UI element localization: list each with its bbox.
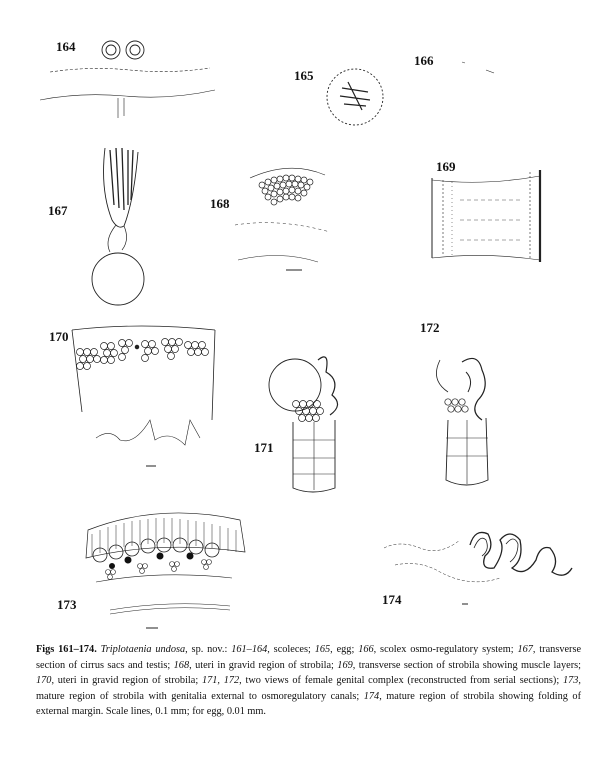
fig-166-drawing <box>462 62 494 73</box>
caption-text-uteri-1: , uteri in gravid region of strobila; <box>189 659 334 671</box>
caption-species: Triplotaenia undosa <box>100 644 186 655</box>
caption-text-cirrus: , transverse section of cirrus sacs and testis; <box>36 644 582 671</box>
caption-text-osmoregulatory: , scolex osmo-regulatory system; <box>373 644 514 655</box>
fig-165-drawing <box>327 69 383 125</box>
fig-167-drawing <box>92 148 144 305</box>
caption-ref-170: 170 <box>36 675 52 687</box>
fig-label-167: 167 <box>48 203 68 218</box>
caption-text-mature-1: , mature region of strobila with genitalia external to osmoregulatory canals; <box>36 675 581 702</box>
fig-label-173: 173 <box>57 597 77 612</box>
caption-ref-167: 167 <box>517 644 533 655</box>
figure-caption <box>36 642 581 720</box>
caption-ref-165: 165 <box>314 644 331 655</box>
caption-ref-169: 169 <box>337 659 353 671</box>
fig-label-171: 171 <box>254 440 274 455</box>
caption-ref-173: 173 <box>562 675 579 687</box>
caption-ref-168: 168 <box>173 659 190 671</box>
caption-text-egg: , egg; <box>330 644 355 655</box>
caption-nov: , sp. nov.: <box>185 644 228 655</box>
caption-text-female: , two views of female genital complex (reconstructed from serial sections); <box>239 675 560 687</box>
caption-ref-171-172: 171, 172 <box>201 675 240 687</box>
fig-170-drawing <box>72 326 215 466</box>
fig-label-168: 168 <box>210 196 230 211</box>
caption-text-scoleces: , scoleces; <box>267 644 311 655</box>
fig-169-drawing <box>432 170 540 262</box>
caption-ref-161-164: 161–164 <box>231 644 268 655</box>
fig-173-drawing <box>86 513 245 628</box>
fig-label-169: 169 <box>436 159 456 174</box>
caption-text-muscle: , transverse section of strobila showing muscle layers; <box>352 659 581 671</box>
caption-text-uteri-2: , uteri in gravid region of strobila; <box>51 675 199 687</box>
fig-172-drawing <box>436 358 488 485</box>
fig-171-drawing <box>269 357 338 492</box>
caption-text-mature-2: , mature region of strobila showing folding of external margin. Scale lines, 0.1 mm; for egg, 0.01 mm. <box>36 690 581 718</box>
fig-label-174: 174 <box>382 592 402 607</box>
fig-label-172: 172 <box>420 320 440 335</box>
caption-ref-166: 166 <box>358 644 374 655</box>
caption-figs: Figs 161–174. <box>36 644 97 655</box>
fig-label-170: 170 <box>49 329 69 344</box>
fig-168-drawing <box>235 168 330 270</box>
fig-label-166: 166 <box>414 53 434 68</box>
fig-174-drawing <box>384 532 572 604</box>
caption-ref-174: 174 <box>363 690 380 702</box>
fig-label-165: 165 <box>294 68 314 83</box>
fig-label-164: 164 <box>56 39 76 54</box>
